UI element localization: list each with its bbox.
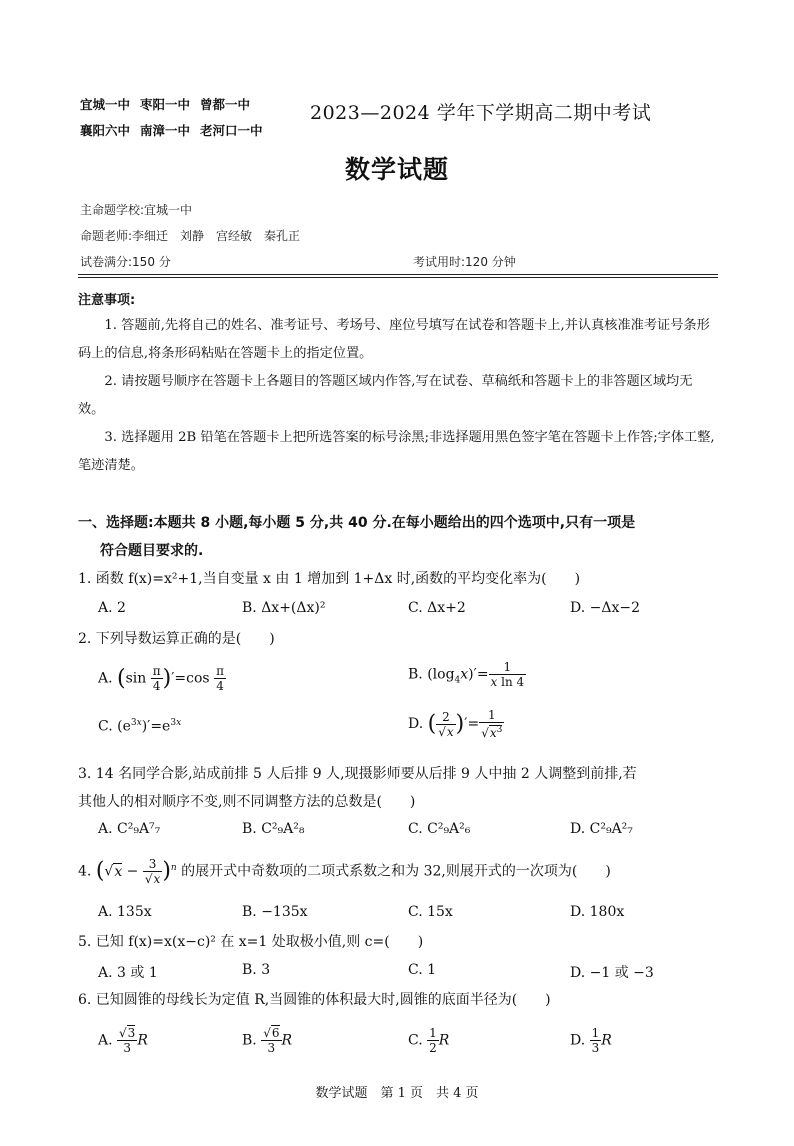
option-label: C.	[98, 718, 113, 735]
school-name: 南漳一中	[140, 123, 191, 138]
section-heading	[78, 509, 723, 565]
question-4-stem: 4. (√x − $\frac{3}{√x}$ )$^n$ 的展开式中奇数项的二项式系数之和为 32,则展开式的一次项为( )	[78, 857, 611, 886]
q2-option-b: B. $(\log_4x)'=$ $\frac{1}{\text{x ln 4}}$	[408, 660, 525, 689]
section-line: 一、选择题:本题共 8 小题,每小题 5 分,共 40 分.在每小题给出的四个选项中,只有一项是	[78, 515, 636, 531]
meta-time: 考试用时:120 分钟	[413, 255, 516, 269]
q4-option-d: D. 180x	[570, 904, 625, 920]
school-name: 宜城一中	[80, 97, 131, 112]
question-number: 4.	[78, 863, 92, 880]
option-label: B.	[408, 666, 423, 683]
option-label: B.	[242, 1032, 257, 1049]
q2-option-a: A. (sin $\frac{\pi}{4}$ )′=cos $\frac{\pi}{4}$	[98, 664, 224, 693]
q3-option-c: C. C²₉A²₆	[408, 821, 471, 837]
option-label: A.	[98, 1032, 113, 1049]
question-4-text: 的展开式中奇数项的二项式系数之和为 32,则展开式的一次项为( )	[181, 863, 611, 880]
section-line: 符合题目要求的.	[100, 543, 204, 559]
school-row-1	[80, 92, 273, 118]
q5-option-c: C. 1	[408, 962, 437, 978]
school-row-2	[80, 118, 273, 144]
meta-teachers: 命题老师:李细迁 刘静 宫经敏 秦孔正	[80, 229, 301, 243]
q4-option-b: B. −135x	[242, 904, 308, 920]
school-name: 曾都一中	[200, 97, 251, 112]
question-6-stem: 6. 已知圆锥的母线长为定值 R,当圆锥的体积最大时,圆锥的底面半径为( )	[78, 992, 551, 1008]
q3-option-d: D. C²₉A²₇	[570, 821, 633, 837]
notice-item: 3. 选择题用 2B 铅笔在答题卡上把所选答案的标号涂黑;非选择题用黑色签字笔在答题卡上作答;字体工整,笔迹清楚。	[78, 430, 715, 473]
question-5-stem: 5. 已知 f(x)=x(x−c)² 在 x=1 处取极小值,则 c=( )	[78, 934, 424, 950]
school-name: 襄阳六中	[80, 123, 131, 138]
header-divider	[78, 277, 718, 278]
question-1-stem: 1. 函数 f(x)=x²+1,当自变量 x 由 1 增加到 1+Δx 时,函数的平均变化率为( )	[78, 571, 581, 587]
q5-option-b: B. 3	[242, 962, 271, 978]
q6-option-c: C. $\frac{1}{2}$ R	[408, 1026, 450, 1055]
notice-heading: 注意事项:	[78, 293, 136, 308]
notice-item: 2. 请按题号顺序在答题卡上各题目的答题区域内作答,写在试卷、草稿纸和答题卡上的非答题区域均无效。	[78, 374, 693, 417]
q2-option-d: D. ( $\frac{2}{√x}$ )′= $\frac{1}{√x^3}$	[408, 708, 503, 740]
q1-option-b: B. Δx+(Δx)²	[242, 600, 326, 616]
q3-option-b: B. C²₉A²₈	[242, 821, 305, 837]
school-list	[80, 92, 273, 144]
q6-option-a: A. $\frac{√3}{3}$ R	[98, 1026, 148, 1055]
option-label: D.	[408, 716, 424, 732]
q1-option-c: C. Δx+2	[408, 600, 466, 616]
option-label: D.	[570, 1032, 586, 1049]
question-3-stem-line: 其他人的相对顺序不变,则不同调整方法的总数是( )	[78, 794, 416, 810]
exam-title: 2023—2024 学年下学期高二期中考试	[310, 102, 652, 124]
q5-option-d: D. −1 或 −3	[570, 965, 654, 981]
notice-item: 1. 答题前,先将自己的姓名、准考证号、考场号、座位号填写在试卷和答题卡上,并认真核准准考证号条形码上的信息,将条形码粘贴在答题卡上的指定位置。	[78, 318, 710, 361]
question-3-stem-line: 3. 14 名同学合影,站成前排 5 人后排 9 人,现摄影师要从后排 9 人中抽 2 人调整到前排,若	[78, 766, 637, 782]
q3-option-a: A. C²₉A⁷₇	[98, 821, 161, 837]
q4-option-a: A. 135x	[98, 904, 152, 920]
q6-option-d: D. $\frac{1}{3}$ R	[570, 1026, 612, 1055]
option-label: C.	[408, 1032, 423, 1049]
school-name: 枣阳一中	[140, 97, 191, 112]
q1-option-d: D. −Δx−2	[570, 600, 640, 616]
page-title: 数学试题	[344, 155, 449, 184]
option-label: A.	[98, 670, 113, 687]
header-divider	[78, 274, 718, 275]
q1-option-a: A. 2	[98, 600, 126, 616]
page-footer: 数学试题 第 1 页 共 4 页	[315, 1086, 479, 1101]
meta-score: 试卷满分:150 分	[80, 255, 171, 269]
q2-option-c: C. $(e^{3x})'=e^{3x}$	[98, 718, 182, 735]
question-2-stem: 2. 下列导数运算正确的是( )	[78, 631, 275, 647]
meta-school: 主命题学校:宜城一中	[80, 203, 193, 217]
q4-option-c: C. 15x	[408, 904, 453, 920]
q6-option-b: B. $\frac{√6}{3}$ R	[242, 1026, 293, 1055]
school-name: 老河口一中	[200, 123, 263, 138]
q5-option-a: A. 3 或 1	[98, 965, 158, 981]
